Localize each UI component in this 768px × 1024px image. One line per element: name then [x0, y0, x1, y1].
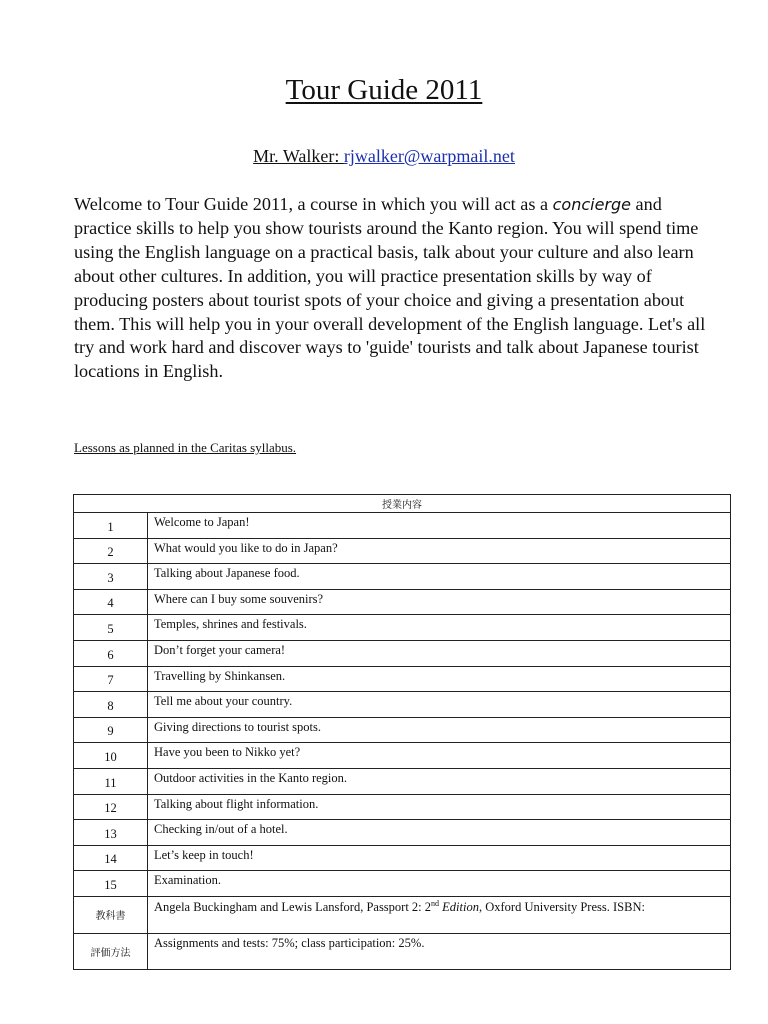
table-row	[74, 666, 731, 692]
intro-part2: and practice skills to help you show tourists around the Kanto region. You will spend time using the English language on a practical basis, talk about your culture and also learn about other cultures. In addition, you will practice presentation skills by way of producing posters about tourist spots of your choice and giving a presentation about them. This will help you in your overall development of the English language. Let's all try and work hard and discover ways to 'guide' tourists and talk about Japanese tourist locations in English.	[74, 194, 706, 382]
lesson-number: 15	[74, 871, 148, 897]
lesson-number: 8	[74, 692, 148, 718]
table-row	[74, 692, 731, 718]
page-title: Tour Guide 2011	[285, 74, 483, 106]
textbook-edition: Edition	[439, 900, 479, 915]
lesson-number: 10	[74, 743, 148, 769]
lesson-number: 5	[74, 615, 148, 641]
lesson-title: Welcome to Japan!	[148, 513, 731, 539]
lesson-title: Talking about Japanese food.	[148, 564, 731, 590]
lesson-title: Don’t forget your camera!	[148, 640, 731, 666]
lesson-title: Travelling by Shinkansen.	[148, 666, 731, 692]
lesson-number: 3	[74, 564, 148, 590]
table-row	[74, 820, 731, 846]
table-header: 授業内容	[74, 495, 731, 513]
lesson-title: Have you been to Nikko yet?	[148, 743, 731, 769]
lesson-title: Giving directions to tourist spots.	[148, 717, 731, 743]
textbook-row	[74, 896, 731, 933]
evaluation-label: 評価方法	[74, 933, 148, 969]
lesson-number: 14	[74, 845, 148, 871]
lesson-number: 11	[74, 768, 148, 794]
teacher-line	[0, 146, 768, 167]
lesson-title: Examination.	[148, 871, 731, 897]
lesson-title: Temples, shrines and festivals.	[148, 615, 731, 641]
lesson-title: Tell me about your country.	[148, 692, 731, 718]
table-row	[74, 794, 731, 820]
table-row	[74, 845, 731, 871]
table-row	[74, 640, 731, 666]
lesson-number: 2	[74, 538, 148, 564]
lesson-title: Where can I buy some souvenirs?	[148, 589, 731, 615]
table-row	[74, 717, 731, 743]
table-row	[74, 743, 731, 769]
lessons-caption: Lessons as planned in the Caritas syllabus.	[74, 440, 297, 455]
table-header-row	[74, 495, 731, 513]
lesson-number: 7	[74, 666, 148, 692]
table-row	[74, 768, 731, 794]
textbook-text	[148, 896, 731, 933]
intro-part1: Welcome to Tour Guide 2011, a course in which you will act as a	[74, 194, 553, 214]
intro-paragraph	[74, 193, 714, 384]
table-row	[74, 615, 731, 641]
lesson-title: Let’s keep in touch!	[148, 845, 731, 871]
evaluation-row	[74, 933, 731, 969]
textbook-sup: nd	[431, 898, 440, 908]
textbook-label: 教科書	[74, 896, 148, 933]
table-row	[74, 589, 731, 615]
intro-concierge: concierge	[552, 195, 631, 214]
table-row	[74, 538, 731, 564]
table-row	[74, 871, 731, 897]
lesson-number: 13	[74, 820, 148, 846]
lesson-number: 12	[74, 794, 148, 820]
table-row	[74, 564, 731, 590]
lesson-title: Outdoor activities in the Kanto region.	[148, 768, 731, 794]
teacher-name: Mr. Walker:	[253, 146, 344, 166]
evaluation-text: Assignments and tests: 75%; class participation: 25%.	[148, 933, 731, 969]
lesson-title: What would you like to do in Japan?	[148, 538, 731, 564]
syllabus-table	[73, 494, 731, 970]
lesson-number: 4	[74, 589, 148, 615]
lesson-number: 6	[74, 640, 148, 666]
lesson-number: 1	[74, 513, 148, 539]
textbook-text-a: Angela Buckingham and Lewis Lansford, Passport 2: 2	[154, 900, 432, 915]
teacher-email-link[interactable]: rjwalker@warpmail.net	[343, 146, 515, 166]
table-row	[74, 513, 731, 539]
lesson-number: 9	[74, 717, 148, 743]
lesson-title: Checking in/out of a hotel.	[148, 820, 731, 846]
lesson-title: Talking about flight information.	[148, 794, 731, 820]
textbook-text-b: , Oxford University Press. ISBN:	[478, 900, 645, 915]
